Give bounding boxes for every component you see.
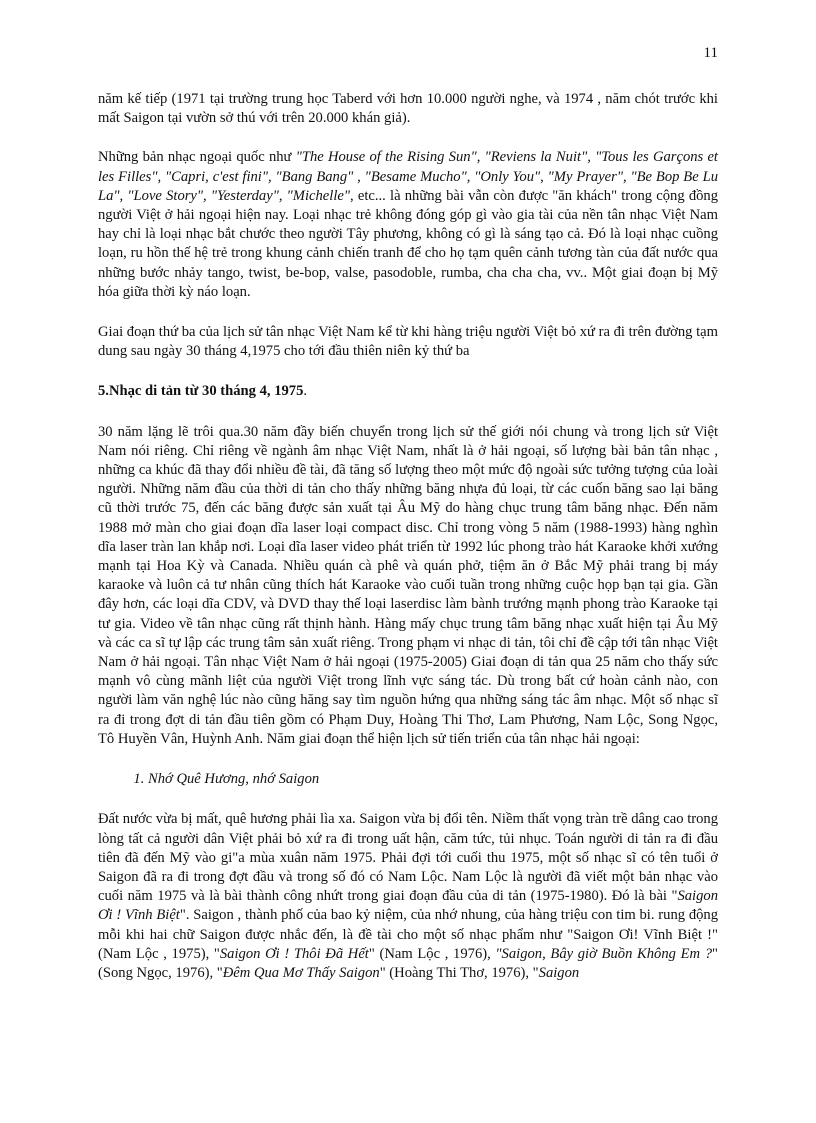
song-title-saigon: Saigon <box>538 964 580 981</box>
song-title-dem-qua-mo-thay-saigon: Đêm Qua Mơ Thấy Saigon <box>222 964 380 981</box>
section-heading-dot: . <box>303 383 308 400</box>
subsection-list <box>98 770 718 789</box>
paragraph-2-rest: , etc... là những bài vẫn còn được "ăn khách" trong cộng đồng người Việt ở hải ngoại hiện nay. Loại nhạc trẻ không đóng góp gì vào gia tài của nền tân nhạc Việt Nam hay chỉ là loại nhạc bắt chước theo người Tây phương, không có gì là sáng tạo cả. Đó là loại nhạc cuồng loạn, ru hồn thế hệ trẻ trong khung cảnh chiến tranh để cho họ tạm quên cảnh tương tàn của đất nước qua những bước nhảy tango, twist, be-bop, valse, pasodoble, rumba, cha cha cha, vv.. Một giai đoạn bị Mỹ hóa giữa thời kỳ náo loạn. <box>98 187 719 300</box>
page-content <box>98 90 718 1004</box>
section-heading-text: 5.Nhạc di tản từ 30 tháng 4, 1975 <box>98 383 304 400</box>
foreign-song-titles: "The House of the Rising Sun", "Reviens la Nuit", "Tous les Garçons et les Filles", "Capri, c'est fini", "Bang Bang" , "Besame Mucho", "Only You", "My Prayer", "Be Bop Be Lu La", "Love Story", "Yesterday", "Michelle" <box>98 149 718 204</box>
paragraph-4: 30 năm lặng lẽ trôi qua.30 năm đầy biến chuyển trong lịch sử thế giới nói chung và trong lịch sử Việt Nam nói riêng. Chỉ riêng về ngành âm nhạc Việt Nam, nhất là ở hải ngoại, số lượng bài bản tân nhạc , những ca khúc đã thay đổi nhiều đề tài, đã tăng số lượng theo một mức độ ngoài sức tưởng tượng của loài người. Những năm đầu của thời di tản cho thấy những băng nhựa đủ loại, từ các cuốn băng sao lại băng cũ thời trước 75, đến các băng được sản xuất tại Âu Mỹ do hàng chục trung tâm băng nhạc. Đến năm 1988 mở màn cho giai đoạn dĩa laser loại compact disc. Chỉ trong vòng 5 năm (1988-1993) hàng nghìn dĩa laser tràn lan khắp nơi. Loại dĩa laser video phát triển từ 1992 lúc phong trào hát Karaoke khởi xướng mạnh tại Hoa Kỳ và Canada. Nhiều quán cà phê và quán phở, tiệm ăn ở Bắc Mỹ phải trang bị máy karaoke và luôn cả tư nhân cũng thích hát Karaoke vào cuối tuần trong những cuộc họp bạn tại gia. Gần đây hơn, các loại dĩa CDV, và DVD thay thế loại laserdisc làm bành trướng mạnh phong trào Karaoke tại tư gia. Video về tân nhạc cũng rất thịnh hành. Hàng mấy chục trung tâm băng nhạc xuất hiện tại Âu Mỹ và các ca sĩ tự lập các trung tâm sản xuất riêng. Trong phạm vi nhạc di tản, tôi chỉ đề cập tới tân nhạc Việt Nam ở hải ngoại. Tân nhạc Việt Nam ở hải ngoại (1975-2005) Giai đoạn di tản qua 25 năm cho thấy sức mạnh vô cùng mãnh liệt của người Việt trong lĩnh vực sáng tác. Dù trong bất cứ hoàn cảnh nào, con người làm văn nghệ lúc nào cũng hăng say tìm nguồn hứng qua những sáng tác âm nhạc. Một số nhạc sĩ ra đi trong đợt di tản đầu tiên gồm có Phạm Duy, Hoàng Thi Thơ, Lam Phương, Nam Lộc, Song Ngọc, Tô Huyền Vân, Huỳnh Anh. Năm giai đoạn thể hiện lịch sử tiến triển của tân nhạc hải ngoại: <box>98 423 718 747</box>
paragraph-2-lead: Những bản nhạc ngoại quốc như <box>98 149 296 166</box>
p5-text-g: " (Song Ngọc, 1976), " <box>98 945 718 981</box>
paragraph-5 <box>98 810 718 983</box>
paragraph-3: Giai đoạn thứ ba của lịch sử tân nhạc Việt Nam kể từ khi hàng triệu người Việt bỏ xứ ra đi trên đường tạm dung sau ngày 30 tháng 4,1975 cho tới đầu thiên niên kỷ thứ ba <box>98 324 718 360</box>
section-heading <box>98 382 718 401</box>
song-title-saigon-bay-gio: "Saigon, Bây giờ Buồn Không Em ? <box>495 945 713 962</box>
page-number: 11 <box>703 45 718 61</box>
p5-text-a: Đất nước vừa bị mất, quê hương phải lìa xa. Saigon vừa bị đổi tên. Niềm thất vọng tràn trề dâng cao trong lòng tất cả người dân Việt phải bỏ xứ ra đi trong uất hận, căm tức, tủi nhục. Toán người di tản ra đi đầu tiên đã đến Mỹ vào gi"a mùa xuân năm 1975. Phải đợi tới cuối thu 1975, một số nhạc sĩ có tên tuổi ở Saigon đã ra đi trong đợt đầu và trong số đó có Nam Lộc. Nam Lộc là người đã viết một bản nhạc vào cuối năm 1975 và là bài thành công nhứt trong giai đoạn đầu của di tản (1975-1980). Đó là bài " <box>98 811 718 905</box>
paragraph-1: năm kế tiếp (1971 tại trường trung học Taberd với hơn 10.000 người nghe, và 1974 , năm chót trước khi mất Saigon tại vườn sở thú với trên 20.000 khán giả). <box>98 91 718 127</box>
p5-text-c: ". Saigon , thành phố của bao kỷ niệm, của nhớ nhung, của hàng triệu con tim bi. rung động mỗi khi hai chữ Saigon được nhắc đến, là đề tài cho một số nhạc phẩm như "Saigon Ơi! Vĩnh Biệt !" (Nam Lộc , 1975), " <box>98 907 719 962</box>
paragraph-2 <box>98 148 718 302</box>
song-title-saigon-oi-vinh-biet: Saigon Ơi ! Vĩnh Biệt <box>98 888 718 924</box>
subsection-item-1: 1. Nhớ Quê Hương, nhớ Saigon <box>148 770 718 789</box>
p5-text-e: " (Nam Lộc , 1976), <box>368 945 496 962</box>
song-title-saigon-oi-thoi-da-het: Saigon Ơi ! Thôi Đã Hết <box>219 945 369 962</box>
p5-text-i: " (Hoàng Thi Thơ, 1976), " <box>379 964 539 981</box>
